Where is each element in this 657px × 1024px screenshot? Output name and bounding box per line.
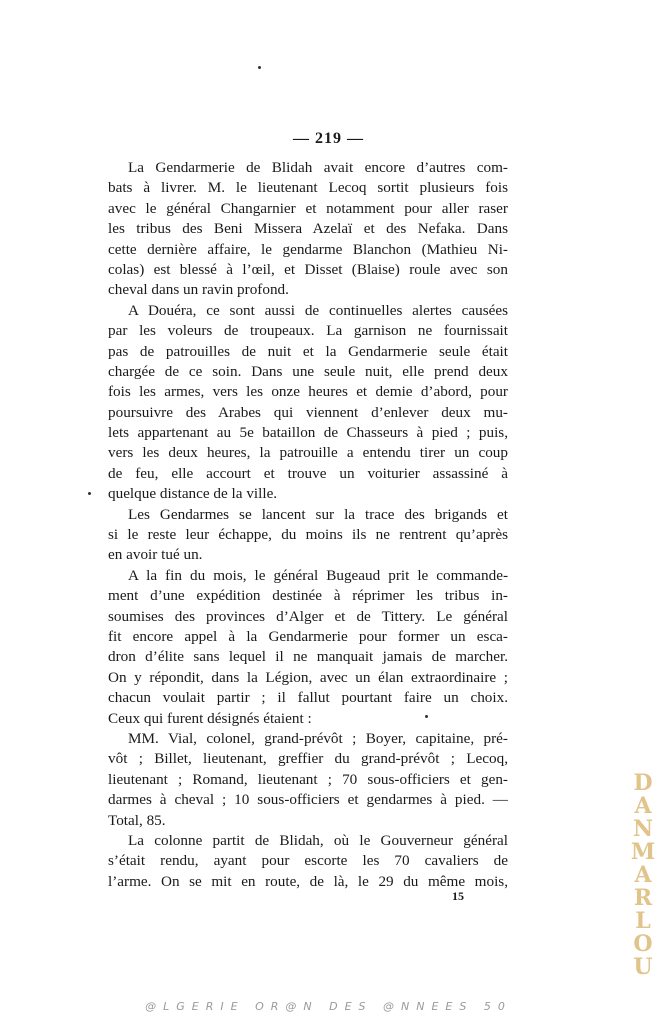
- text-line: vers les deux heures, la patrouille a entendu tirer un coup: [108, 444, 508, 462]
- text-line: bats à livrer. M. le lieutenant Lecoq sortit plusieurs fois: [108, 179, 508, 197]
- text-line: cette dernière affaire, le gendarme Blanchon (Mathieu Ni-: [108, 240, 508, 258]
- text-line: les tribus des Beni Missera Azelaï et des Nefaka. Dans: [108, 220, 508, 238]
- text-line: s’était rendu, ayant pour escorte les 70 cavaliers de: [108, 852, 508, 870]
- print-speck: [425, 715, 428, 718]
- side-stamp-letter: L: [635, 908, 651, 934]
- text-line: A la fin du mois, le général Bugeaud prit le commande-: [128, 566, 508, 584]
- text-line: avec le général Changarnier et notamment pour aller raser: [108, 199, 508, 217]
- side-stamp-letter: A: [634, 793, 652, 819]
- text-line: dron d’élite sans lequel il ne manquait jamais de marcher.: [108, 648, 508, 666]
- text-line: pas de patrouilles de nuit et la Gendarmerie seule était: [108, 342, 508, 360]
- side-stamp-letter: R: [633, 885, 653, 911]
- side-stamp-letter: D: [633, 770, 653, 796]
- signature-mark: 15: [452, 889, 464, 903]
- body-text: [108, 158, 508, 892]
- text-line: quelque distance de la ville.: [108, 485, 278, 503]
- side-stamp-letter: O: [633, 931, 653, 957]
- text-line: lieutenant ; Romand, lieutenant ; 70 sous-officiers et gen-: [108, 770, 508, 788]
- text-line: si le reste leur échappe, du moins ils ne rentrent qu’après: [108, 526, 508, 544]
- text-line: par les voleurs de troupeaux. La garnison ne fournissait: [108, 322, 508, 340]
- text-line: lets appartenant au 5e bataillon de Chasseurs à pied ; puis,: [108, 424, 508, 442]
- text-line: cheval dans un ravin profond.: [108, 281, 289, 299]
- text-line: chargée de ce soin. Dans une seule nuit, elle prend deux: [108, 362, 508, 380]
- side-stamp-letter: U: [633, 954, 653, 980]
- print-speck: [88, 492, 91, 495]
- text-line: Ceux qui furent désignés étaient :: [108, 709, 312, 727]
- side-stamp-letter: M: [630, 839, 656, 865]
- text-line: darmes à cheval ; 10 sous-officiers et gendarmes à pied. —: [108, 791, 508, 809]
- side-stamp-letter: A: [634, 862, 652, 888]
- side-stamp-letter: N: [632, 816, 654, 842]
- text-line: ment d’une expédition destinée à réprimer les tribus in-: [108, 587, 508, 605]
- footer-watermark: @LGERIE OR@N DES @NNEES 50: [145, 1000, 512, 1013]
- text-line: soumises des provinces d’Alger et de Tittery. Le général: [108, 607, 508, 625]
- page-number: — 219 —: [293, 130, 364, 147]
- text-line: fit encore appel à la Gendarmerie pour former un esca-: [108, 627, 508, 645]
- text-line: chacun voulait partir ; il fallut pourtant faire un choix.: [108, 689, 508, 707]
- text-line: poursuivre des Arabes qui viennent d’enlever deux mu-: [108, 403, 508, 421]
- text-line: en avoir tué un.: [108, 546, 203, 564]
- text-line: de feu, elle accourt et trouve un voiturier assassiné à: [108, 464, 508, 482]
- text-line: fois les armes, vers les onze heures et demie d’abord, pour: [108, 383, 508, 401]
- text-line: colas) est blessé à l’œil, et Disset (Blaise) roule avec son: [108, 260, 508, 278]
- text-line: l’arme. On se mit en route, de là, le 29 du même mois,: [108, 872, 508, 890]
- text-line: vôt ; Billet, lieutenant, greffier du grand-prévôt ; Lecoq,: [108, 750, 508, 768]
- print-speck: [258, 66, 261, 69]
- text-line: La Gendarmerie de Blidah avait encore d’autres com-: [128, 159, 508, 176]
- text-line: A Douéra, ce sont aussi de continuelles alertes causées: [128, 301, 508, 319]
- side-stamp-watermark: [630, 772, 656, 979]
- text-line: Total, 85.: [108, 811, 166, 829]
- text-line: Les Gendarmes se lancent sur la trace des brigands et: [128, 505, 508, 523]
- text-line: MM. Vial, colonel, grand-prévôt ; Boyer, capitaine, pré-: [128, 729, 508, 747]
- text-line: On y répondit, dans la Légion, avec un élan extraordinaire ;: [108, 668, 508, 686]
- text-line: La colonne partit de Blidah, où le Gouverneur général: [128, 831, 508, 849]
